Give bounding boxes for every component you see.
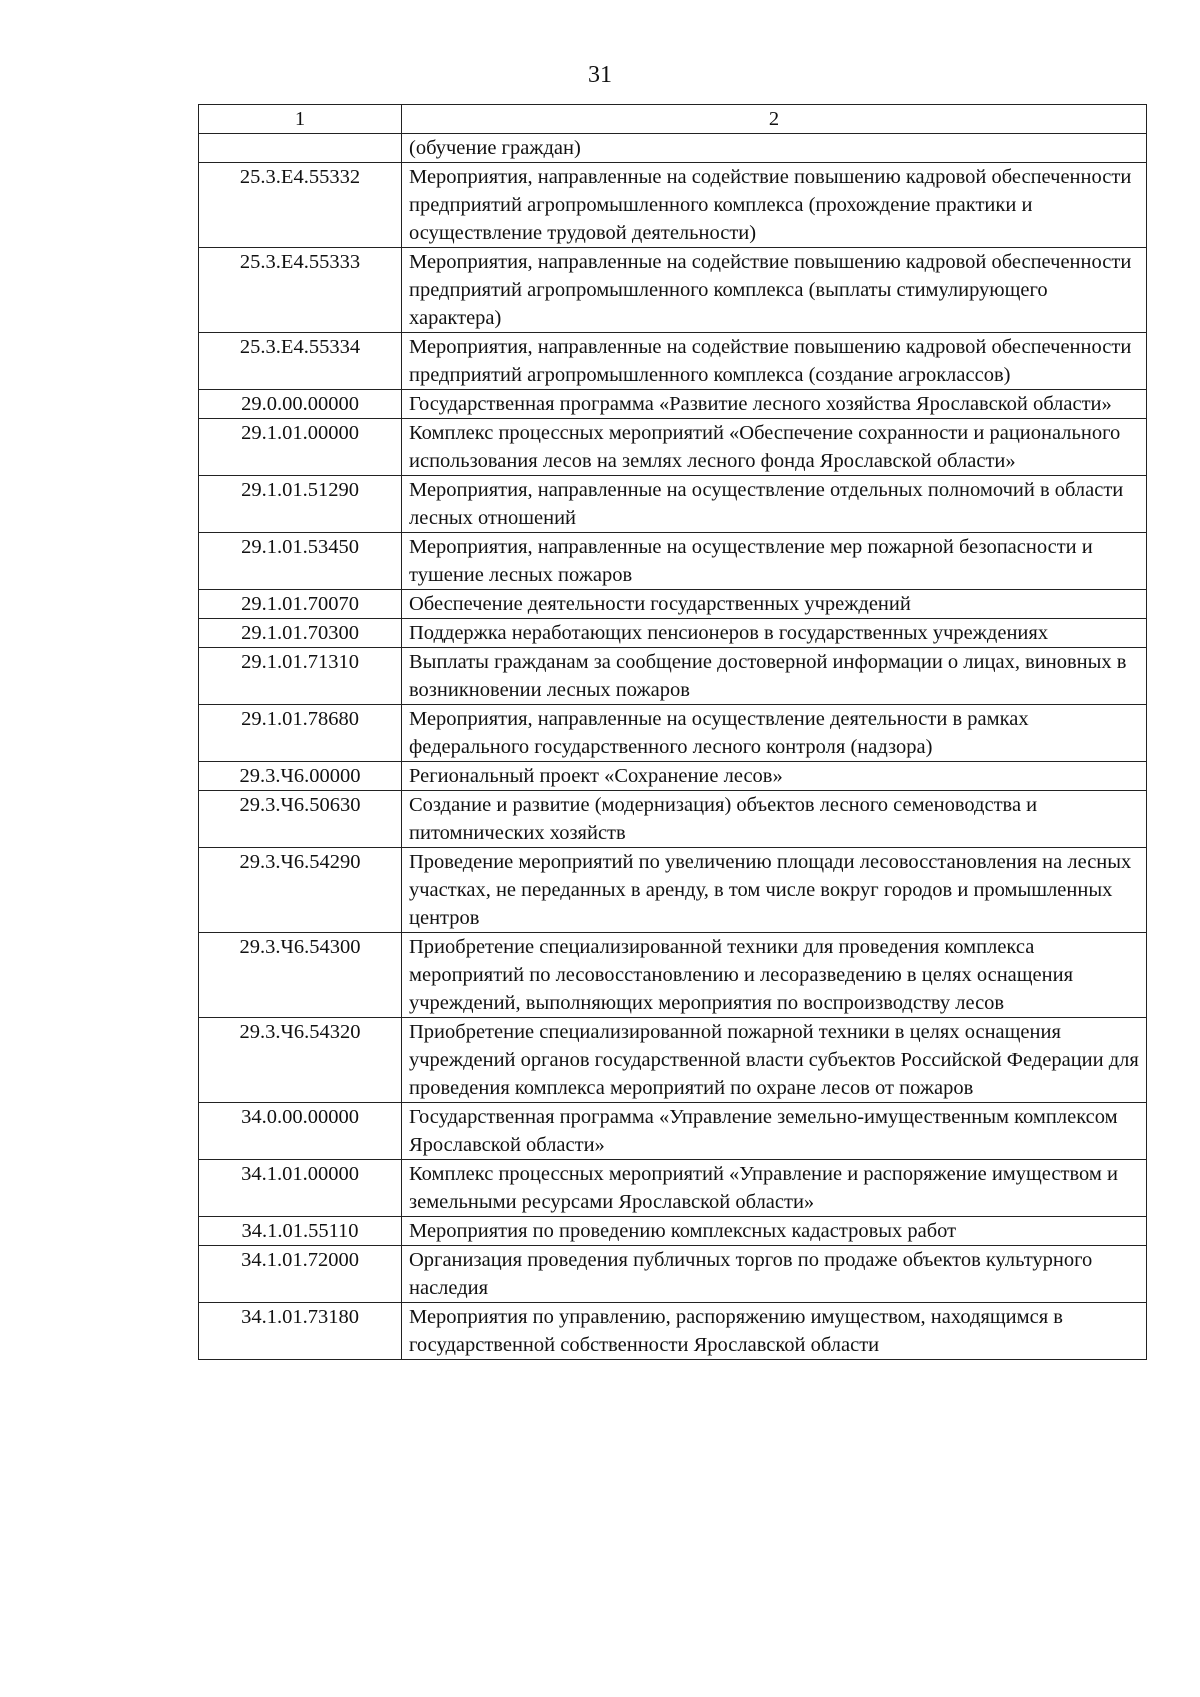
row-code: 29.1.01.78680: [199, 705, 402, 762]
page-number: 31: [588, 62, 612, 88]
row-code: 34.1.01.72000: [199, 1246, 402, 1303]
table-row: [199, 1018, 1147, 1103]
row-name: Мероприятия, направленные на осуществление деятельности в рамках федерального государственного лесного контроля (надзора): [402, 705, 1147, 762]
table-row: [199, 1103, 1147, 1160]
row-name: Государственная программа «Управление земельно-имущественным комплексом Ярославской области»: [402, 1103, 1147, 1160]
row-code: 29.1.01.53450: [199, 533, 402, 590]
row-name: Проведение мероприятий по увеличению площади лесовосстановления на лесных участках, не переданных в аренду, в том числе вокруг городов и промышленных центров: [402, 848, 1147, 933]
row-code: 29.3.Ч6.54320: [199, 1018, 402, 1103]
row-code: 34.0.00.00000: [199, 1103, 402, 1160]
row-name: Мероприятия по проведению комплексных кадастровых работ: [402, 1217, 1147, 1246]
row-code: 34.1.01.55110: [199, 1217, 402, 1246]
table-row: [199, 134, 1147, 163]
table-row: [199, 590, 1147, 619]
row-code: 29.3.Ч6.54290: [199, 848, 402, 933]
row-name: Мероприятия, направленные на содействие повышению кадровой обеспеченности предприятий агропромышленного комплекса (прохождение практики и осуществление трудовой деятельности): [402, 163, 1147, 248]
table-row: [199, 648, 1147, 705]
row-name: Мероприятия, направленные на содействие повышению кадровой обеспеченности предприятий агропромышленного комплекса (создание агроклассов): [402, 333, 1147, 390]
row-name: Комплекс процессных мероприятий «Обеспечение сохранности и рационального использования лесов на землях лесного фонда Ярославской области»: [402, 419, 1147, 476]
table-row: [199, 619, 1147, 648]
table-row: [199, 419, 1147, 476]
table-row: [199, 333, 1147, 390]
row-code: 29.1.01.00000: [199, 419, 402, 476]
budget-classification-table: [198, 104, 1147, 1360]
row-name: Мероприятия, направленные на осуществление мер пожарной безопасности и тушение лесных пожаров: [402, 533, 1147, 590]
table-row: [199, 762, 1147, 791]
row-name: Государственная программа «Развитие лесного хозяйства Ярославской области»: [402, 390, 1147, 419]
row-code: 25.3.Е4.55334: [199, 333, 402, 390]
row-name: Мероприятия, направленные на осуществление отдельных полномочий в области лесных отношений: [402, 476, 1147, 533]
row-code: 29.3.Ч6.50630: [199, 791, 402, 848]
row-name: Обеспечение деятельности государственных учреждений: [402, 590, 1147, 619]
column-header-code: 1: [199, 105, 402, 134]
row-name: Приобретение специализированной техники для проведения комплекса мероприятий по лесовосстановлению и лесоразведению в целях оснащения учреждений, выполняющих мероприятия по воспроизводству лесов: [402, 933, 1147, 1018]
table-row: [199, 1303, 1147, 1360]
row-code: 29.1.01.71310: [199, 648, 402, 705]
row-code: 25.3.Е4.55332: [199, 163, 402, 248]
row-code: 29.3.Ч6.54300: [199, 933, 402, 1018]
row-code: 34.1.01.73180: [199, 1303, 402, 1360]
table-row: [199, 1217, 1147, 1246]
row-name: Мероприятия, направленные на содействие повышению кадровой обеспеченности предприятий агропромышленного комплекса (выплаты стимулирующего характера): [402, 248, 1147, 333]
row-name: Поддержка неработающих пенсионеров в государственных учреждениях: [402, 619, 1147, 648]
table-row: [199, 705, 1147, 762]
table-row: [199, 791, 1147, 848]
column-header-name: 2: [402, 105, 1147, 134]
row-name: Приобретение специализированной пожарной техники в целях оснащения учреждений органов государственной власти субъектов Российской Федерации для проведения комплекса мероприятий по охране лесов от пожаров: [402, 1018, 1147, 1103]
row-code: 34.1.01.00000: [199, 1160, 402, 1217]
table-row: [199, 533, 1147, 590]
table-row: [199, 390, 1147, 419]
table-row: [199, 248, 1147, 333]
row-name: (обучение граждан): [402, 134, 1147, 163]
row-code: 29.0.00.00000: [199, 390, 402, 419]
row-code: [199, 134, 402, 163]
row-code: 29.1.01.70300: [199, 619, 402, 648]
row-name: Региональный проект «Сохранение лесов»: [402, 762, 1147, 791]
table-row: [199, 476, 1147, 533]
row-name: Организация проведения публичных торгов по продаже объектов культурного наследия: [402, 1246, 1147, 1303]
row-name: Комплекс процессных мероприятий «Управление и распоряжение имуществом и земельными ресурсами Ярославской области»: [402, 1160, 1147, 1217]
row-name: Выплаты гражданам за сообщение достоверной информации о лицах, виновных в возникновении лесных пожаров: [402, 648, 1147, 705]
row-code: 29.1.01.70070: [199, 590, 402, 619]
table-row: [199, 933, 1147, 1018]
row-name: Создание и развитие (модернизация) объектов лесного семеноводства и питомнических хозяйств: [402, 791, 1147, 848]
table-body: [199, 134, 1147, 1360]
table-row: [199, 163, 1147, 248]
table-header-row: [199, 105, 1147, 134]
table-row: [199, 1246, 1147, 1303]
table-row: [199, 1160, 1147, 1217]
row-code: 29.3.Ч6.00000: [199, 762, 402, 791]
row-code: 25.3.Е4.55333: [199, 248, 402, 333]
row-code: 29.1.01.51290: [199, 476, 402, 533]
table-row: [199, 848, 1147, 933]
row-name: Мероприятия по управлению, распоряжению имуществом, находящимся в государственной собственности Ярославской области: [402, 1303, 1147, 1360]
